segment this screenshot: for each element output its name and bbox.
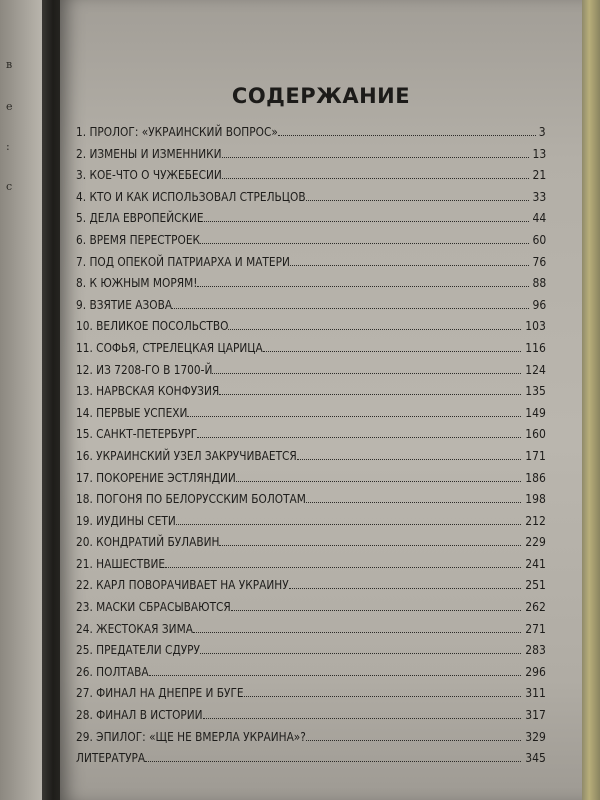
toc-dot-leader	[290, 265, 529, 266]
toc-entry-page-number: 283	[525, 643, 546, 658]
toc-entry-page-number: 171	[525, 448, 546, 463]
toc-entry-title: 25. ПРЕДАТЕЛИ СДУРУ	[76, 643, 200, 658]
toc-entry-title: 2. ИЗМЕНЫ И ИЗМЕННИКИ	[76, 146, 222, 161]
toc-dot-leader	[228, 329, 521, 330]
toc-entry	[76, 535, 546, 557]
toc-dot-leader	[306, 200, 529, 201]
toc-entry-title: 14. ПЕРВЫЕ УСПЕХИ	[76, 405, 188, 420]
toc-entry-title: 13. НАРВСКАЯ КОНФУЗИЯ	[76, 384, 220, 399]
toc-entry	[76, 665, 546, 687]
toc-entry	[76, 233, 546, 255]
toc-entry-title: 6. ВРЕМЯ ПЕРЕСТРОЕК	[76, 232, 201, 247]
toc-dot-leader	[200, 653, 521, 654]
toc-entry	[76, 600, 546, 622]
toc-dot-leader	[145, 761, 521, 762]
toc-entry-page-number: 329	[525, 729, 546, 744]
toc-entry-title: 28. ФИНАЛ В ИСТОРИИ	[76, 708, 203, 723]
toc-entry-page-number: 186	[525, 470, 546, 485]
toc-entry	[76, 406, 546, 428]
toc-dot-leader	[297, 459, 521, 460]
toc-dot-leader	[263, 351, 521, 352]
toc-entry	[76, 708, 546, 730]
toc-dot-leader	[193, 632, 521, 633]
toc-entry-page-number: 251	[525, 578, 546, 593]
toc-entry-title: 12. ИЗ 7208-ГО В 1700-Й	[76, 362, 213, 377]
toc-entry-title: 29. ЭПИЛОГ: «ЩЕ НЕ ВМЕРЛА УКРАИНА»?	[76, 729, 306, 744]
toc-dot-leader	[219, 545, 521, 546]
toc-entry-page-number: 241	[525, 556, 546, 571]
toc-entry	[76, 730, 546, 752]
toc-dot-leader	[306, 502, 521, 503]
toc-entry-title: 21. НАШЕСТВИЕ	[76, 556, 166, 571]
toc-entry	[76, 168, 546, 190]
toc-dot-leader	[197, 437, 521, 438]
toc-entry	[76, 578, 546, 600]
toc-dot-leader	[149, 675, 522, 676]
book-cover-edge	[582, 0, 600, 800]
toc-dot-leader	[278, 135, 537, 136]
toc-entry	[76, 125, 546, 147]
toc-entry-title: 24. ЖЕСТОКАЯ ЗИМА	[76, 621, 193, 636]
toc-entry-title: 19. ИУДИНЫ СЕТИ	[76, 513, 176, 528]
toc-entry-page-number: 345	[525, 751, 546, 766]
toc-entry-title: 15. САНКТ-ПЕТЕРБУРГ	[76, 427, 198, 442]
toc-entry-title: 7. ПОД ОПЕКОЙ ПАТРИАРХА И МАТЕРИ	[76, 254, 290, 269]
toc-entry-page-number: 311	[525, 686, 546, 701]
toc-entry-page-number: 76	[532, 254, 546, 269]
toc-entry-page-number: 13	[532, 146, 546, 161]
toc-entry	[76, 384, 546, 406]
toc-entry-title: 9. ВЗЯТИЕ АЗОВА	[76, 297, 173, 312]
toc-entry	[76, 751, 546, 773]
toc-entry-title: 18. ПОГОНЯ ПО БЕЛОРУССКИМ БОЛОТАМ	[76, 492, 306, 507]
toc-entry	[76, 211, 546, 233]
toc-entry-page-number: 33	[532, 189, 546, 204]
toc-entry	[76, 622, 546, 644]
toc-entry	[76, 276, 546, 298]
toc-entry-page-number: 44	[532, 211, 546, 226]
toc-dot-leader	[219, 394, 521, 395]
toc-entry-page-number: 149	[525, 405, 546, 420]
toc-dot-leader	[187, 416, 521, 417]
toc-entry-page-number: 124	[525, 362, 546, 377]
toc-entry-page-number: 3	[539, 125, 546, 139]
toc-entry-title: 26. ПОЛТАВА	[76, 664, 149, 679]
toc-dot-leader	[172, 308, 529, 309]
toc-entry	[76, 449, 546, 471]
toc-entry-page-number: 262	[525, 600, 546, 615]
toc-dot-leader	[222, 157, 529, 158]
toc-entry	[76, 298, 546, 320]
toc-entry-page-number: 271	[525, 621, 546, 636]
previous-page-text-fragment: е	[6, 100, 13, 113]
toc-entry-page-number: 103	[525, 319, 546, 334]
toc-entry	[76, 471, 546, 493]
previous-page-edge	[0, 0, 42, 800]
toc-entry	[76, 255, 546, 277]
toc-entry-page-number: 116	[525, 340, 546, 355]
toc-entry-page-number: 317	[525, 708, 546, 723]
toc-entry-title: 17. ПОКОРЕНИЕ ЭСТЛЯНДИИ	[76, 470, 236, 485]
toc-dot-leader	[203, 718, 522, 719]
toc-entry	[76, 557, 546, 579]
toc-entry-title: 16. УКРАИНСКИЙ УЗЕЛ ЗАКРУЧИВАЕТСЯ	[76, 448, 297, 463]
toc-entry	[76, 514, 546, 536]
toc-entry-page-number: 198	[525, 492, 546, 507]
toc-dot-leader	[197, 286, 528, 287]
table-of-contents	[76, 125, 546, 773]
toc-entry	[76, 492, 546, 514]
toc-entry-title: 8. К ЮЖНЫМ МОРЯМ!	[76, 276, 198, 291]
toc-entry	[76, 363, 546, 385]
toc-entry-page-number: 88	[532, 276, 546, 291]
toc-entry-page-number: 135	[525, 384, 546, 399]
toc-entry-page-number: 60	[532, 232, 546, 247]
toc-entry-page-number: 229	[525, 535, 546, 550]
toc-entry	[76, 190, 546, 212]
toc-entry-page-number: 96	[532, 297, 546, 312]
toc-entry-title: 4. КТО И КАК ИСПОЛЬЗОВАЛ СТРЕЛЬЦОВ	[76, 189, 306, 204]
toc-entry	[76, 427, 546, 449]
toc-entry	[76, 686, 546, 708]
toc-entry-title: 5. ДЕЛА ЕВРОПЕЙСКИЕ	[76, 211, 204, 226]
toc-entry-title: 3. КОЕ-ЧТО О ЧУЖЕБЕСИИ	[76, 168, 222, 183]
toc-dot-leader	[289, 588, 521, 589]
toc-entry-title: 11. СОФЬЯ, СТРЕЛЕЦКАЯ ЦАРИЦА	[76, 340, 263, 355]
toc-entry-title: 20. КОНДРАТИЙ БУЛАВИН	[76, 535, 220, 550]
toc-dot-leader	[212, 373, 521, 374]
previous-page-text-fragment: в	[6, 58, 13, 71]
toc-dot-leader	[165, 567, 521, 568]
toc-entry	[76, 643, 546, 665]
toc-entry-title: 1. ПРОЛОГ: «УКРАИНСКИЙ ВОПРОС»	[76, 125, 278, 139]
contents-heading: СОДЕРЖАНИЕ	[231, 84, 411, 108]
toc-entry	[76, 341, 546, 363]
toc-dot-leader	[176, 524, 521, 525]
toc-dot-leader	[204, 221, 529, 222]
toc-entry-title: ЛИТЕРАТУРА	[76, 751, 146, 766]
toc-dot-leader	[244, 696, 521, 697]
toc-entry	[76, 319, 546, 341]
toc-dot-leader	[306, 740, 521, 741]
previous-page-text-fragment: с	[6, 180, 13, 193]
toc-dot-leader	[222, 178, 529, 179]
toc-entry-page-number: 212	[525, 513, 546, 528]
toc-entry-title: 22. КАРЛ ПОВОРАЧИВАЕТ НА УКРАИНУ	[76, 578, 289, 593]
toc-entry-title: 10. ВЕЛИКОЕ ПОСОЛЬСТВО	[76, 319, 229, 334]
previous-page-text-fragment: :	[6, 140, 10, 153]
toc-dot-leader	[231, 610, 521, 611]
toc-entry-title: 23. МАСКИ СБРАСЫВАЮТСЯ	[76, 600, 231, 615]
toc-entry-page-number: 296	[525, 664, 546, 679]
toc-entry-page-number: 21	[532, 168, 546, 183]
toc-entry-title: 27. ФИНАЛ НА ДНЕПРЕ И БУГЕ	[76, 686, 244, 701]
contents-page	[60, 0, 582, 800]
toc-dot-leader	[236, 481, 521, 482]
toc-dot-leader	[200, 243, 529, 244]
toc-entry-page-number: 160	[525, 427, 546, 442]
toc-entry	[76, 147, 546, 169]
